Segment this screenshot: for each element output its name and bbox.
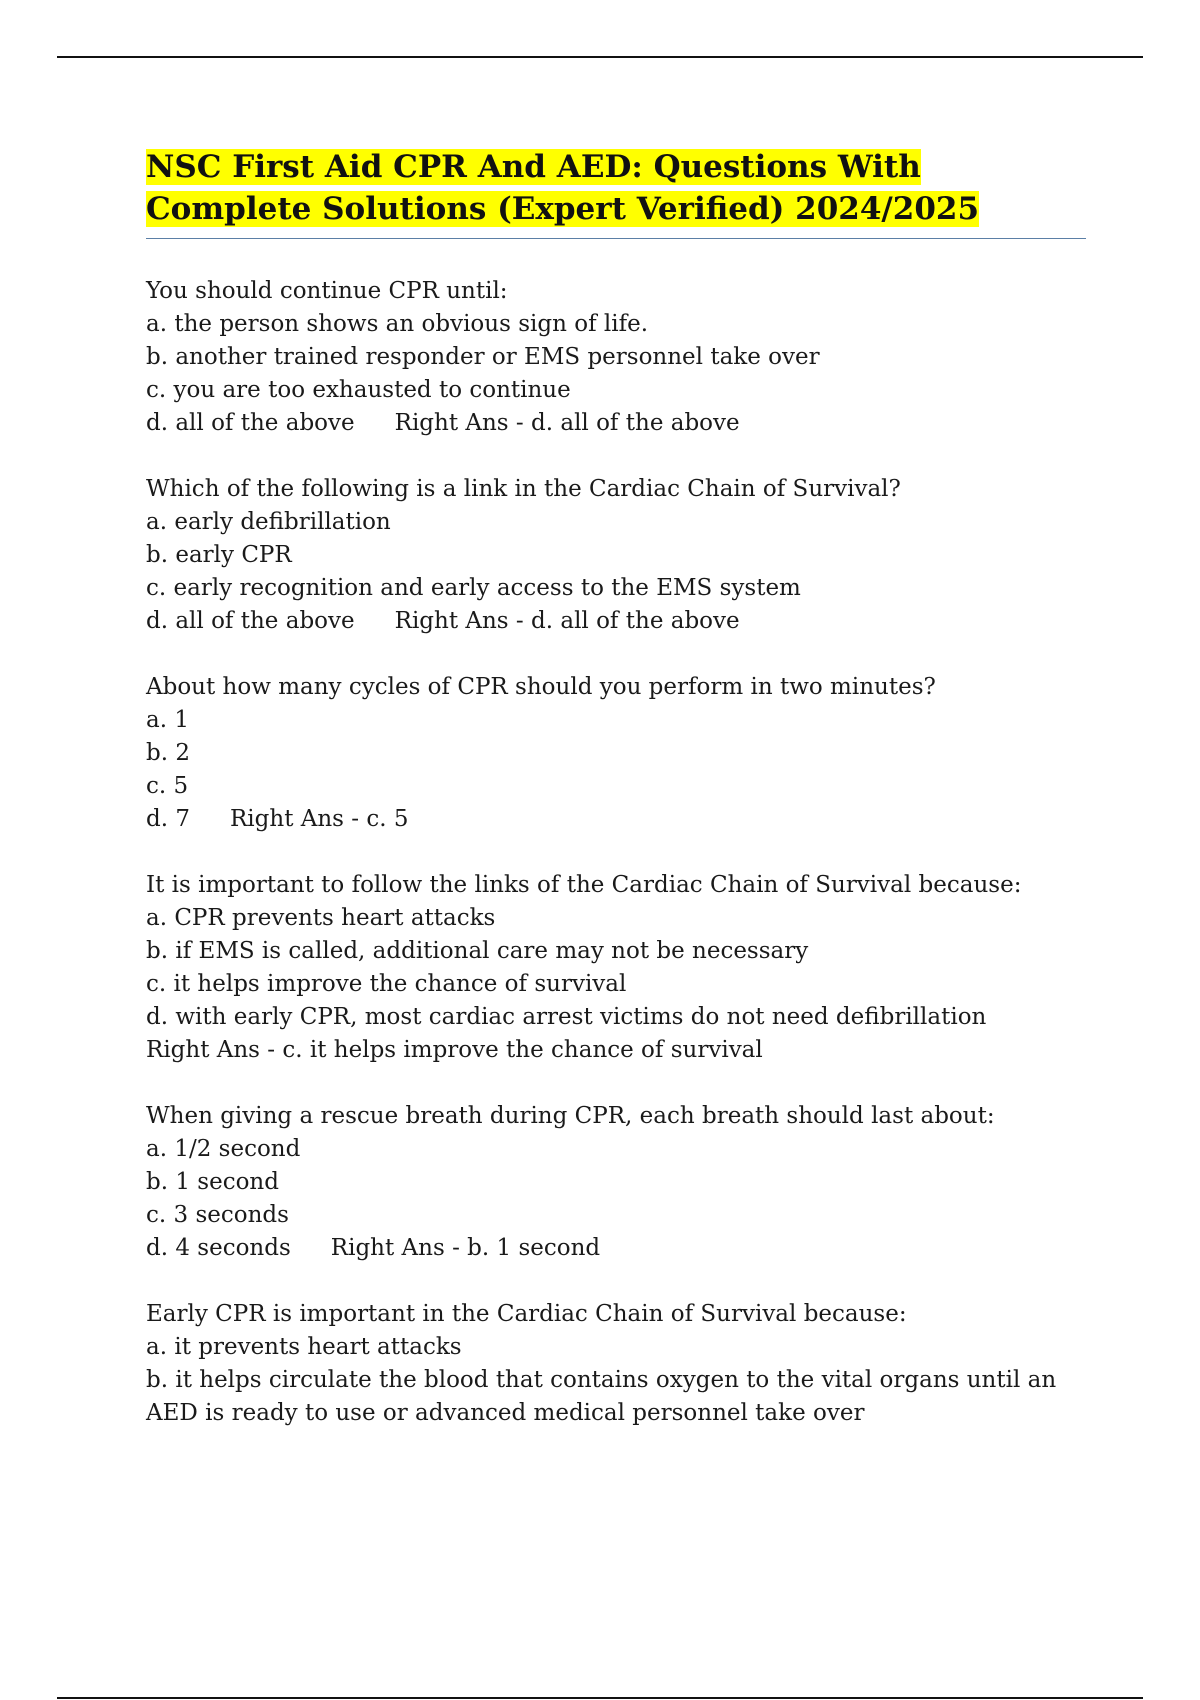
option-a: a. early defibrillation — [146, 509, 391, 535]
right-answer: Right Ans - b. 1 second — [330, 1235, 601, 1261]
option-d-row — [146, 407, 1086, 440]
option-b: b. 1 second — [146, 1169, 279, 1195]
question-text: Which of the following is a link in the Cardiac Chain of Survival? — [146, 476, 901, 502]
document-title: NSC First Aid CPR And AED: Questions With Complete Solutions (Expert Verified) 2024/2025 — [146, 149, 980, 227]
question-text: It is important to follow the links of the Cardiac Chain of Survival because: — [146, 872, 1022, 898]
option-c: c. it helps improve the chance of survival — [146, 971, 627, 997]
option-c: c. 3 seconds — [146, 1202, 289, 1228]
option-d: d. with early CPR, most cardiac arrest victims do not need defibrillation — [146, 1004, 987, 1030]
option-d-row — [146, 1232, 1086, 1265]
option-d-row — [146, 803, 1086, 836]
option-a: a. the person shows an obvious sign of life. — [146, 311, 649, 337]
option-a: a. CPR prevents heart attacks — [146, 905, 496, 931]
right-answer: Right Ans - d. all of the above — [394, 410, 740, 436]
question-text: About how many cycles of CPR should you perform in two minutes? — [146, 674, 936, 700]
option-b: b. another trained responder or EMS personnel take over — [146, 344, 820, 370]
question-block — [146, 275, 1086, 440]
option-a: a. it prevents heart attacks — [146, 1334, 462, 1360]
option-c: c. you are too exhausted to continue — [146, 377, 571, 403]
question-text: You should continue CPR until: — [146, 278, 508, 304]
right-answer: Right Ans - d. all of the above — [394, 608, 740, 634]
question-block — [146, 1298, 1086, 1430]
header-rule — [57, 56, 1143, 58]
option-d: d. all of the above — [146, 410, 355, 436]
right-answer: Right Ans - c. 5 — [229, 806, 409, 832]
option-d: d. all of the above — [146, 608, 355, 634]
question-text: Early CPR is important in the Cardiac Chain of Survival because: — [146, 1301, 907, 1327]
question-block — [146, 473, 1086, 638]
question-block — [146, 671, 1086, 836]
option-d: d. 4 seconds — [146, 1235, 291, 1261]
option-c: c. 5 — [146, 773, 189, 799]
option-d: d. 7 — [146, 806, 190, 832]
option-a: a. 1 — [146, 707, 189, 733]
option-b: b. if EMS is called, additional care may not be necessary — [146, 938, 809, 964]
document-body — [146, 146, 1086, 1430]
option-b: b. 2 — [146, 740, 190, 766]
option-b: b. it helps circulate the blood that contains oxygen to the vital organs until an AED is ready to use or advanced medical personnel take over — [146, 1367, 1057, 1426]
option-d-row — [146, 605, 1086, 638]
footer-rule — [57, 1697, 1143, 1699]
question-block — [146, 869, 1086, 1067]
right-answer: Right Ans - c. it helps improve the chance of survival — [146, 1037, 763, 1063]
question-block — [146, 1100, 1086, 1265]
option-c: c. early recognition and early access to the EMS system — [146, 575, 801, 601]
option-b: b. early CPR — [146, 542, 292, 568]
question-text: When giving a rescue breath during CPR, each breath should last about: — [146, 1103, 995, 1129]
title-underline — [146, 238, 1086, 239]
option-a: a. 1/2 second — [146, 1136, 301, 1162]
